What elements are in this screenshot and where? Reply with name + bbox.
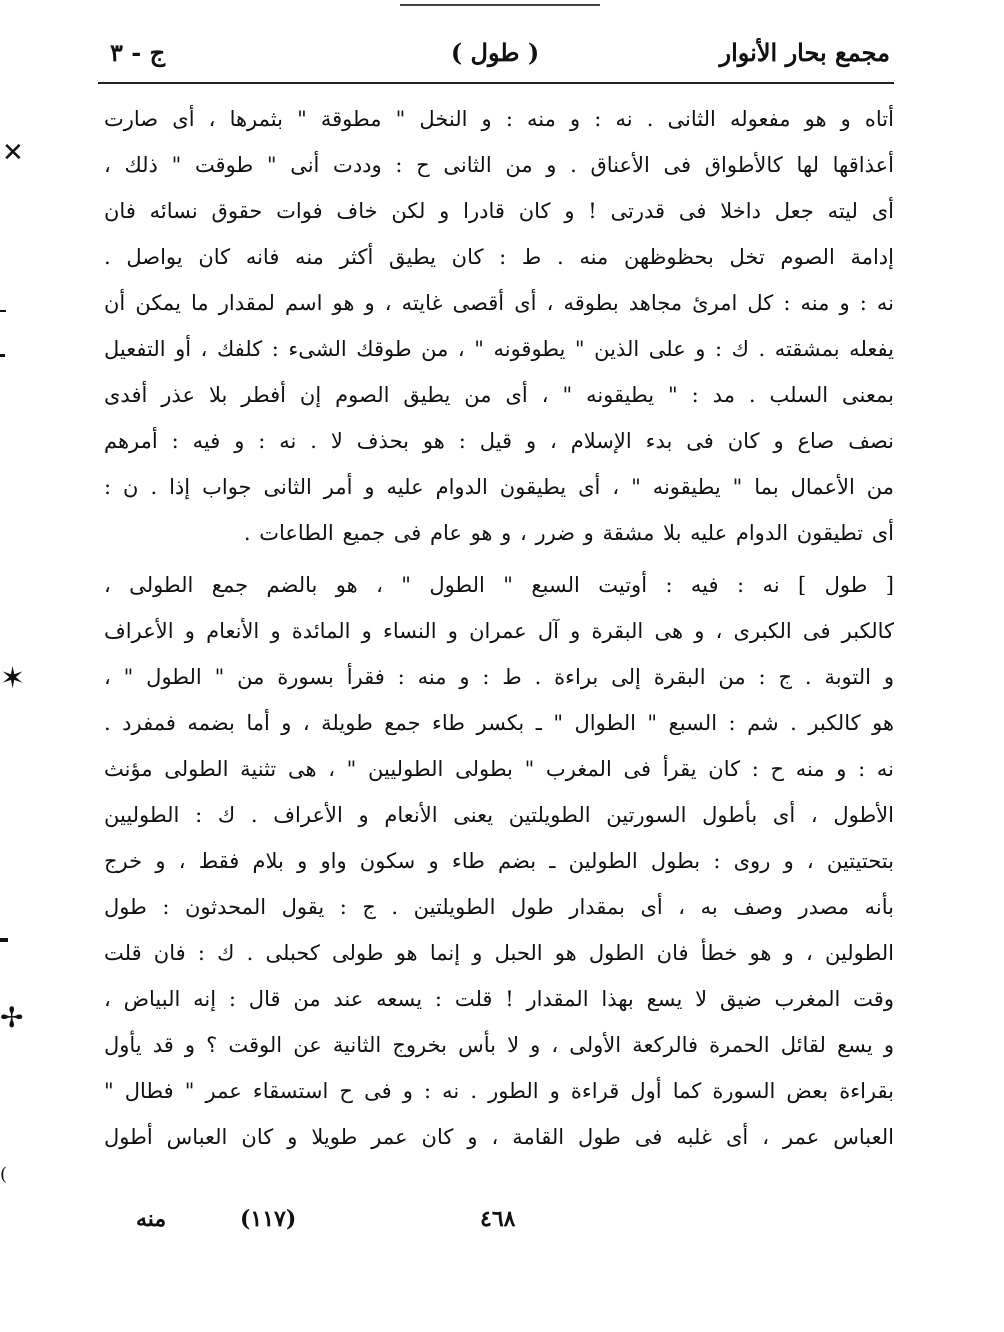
scan-artifact-top bbox=[400, 4, 600, 6]
text-line: بأنه مصدر وصف به ، أى بمقدار طول الطويلتين . ج : يقول المحدثون : طول bbox=[104, 895, 894, 919]
margin-tick-icon bbox=[0, 310, 6, 312]
text-line: يفعله بمشقته . ك : و على الذين " يطوقونه " ، من طوقك الشىء : كلفك ، أو التفعيل bbox=[104, 337, 894, 361]
text-line: أتاه و هو مفعوله الثانى . نه : و منه : و النخل " مطوقة " بثمرها ، أى صارت bbox=[104, 107, 894, 131]
text-line: بمعنى السلب . مد : " يطيقونه " ، أى من يطيق الصوم إن أفطر بلا عذر أفدى bbox=[104, 383, 894, 407]
book-title: مجمع بحار الأنوار bbox=[719, 38, 890, 67]
volume-number: ج - ٣ bbox=[110, 38, 166, 67]
text-line: نصف صاع و كان فى بدء الإسلام ، و قيل : هو بحذف لا . نه : و فيه : أمرهم bbox=[104, 429, 894, 453]
page-footer bbox=[100, 1206, 860, 1246]
text-line: كالكبر فى الكبرى ، و هى البقرة و آل عمران و النساء و المائدة و الأنعام و الأعراف bbox=[104, 619, 894, 643]
margin-tick-icon bbox=[0, 938, 8, 942]
margin-paren-icon: ( bbox=[0, 1164, 8, 1185]
margin-star-icon: ✢ bbox=[0, 1001, 24, 1034]
text-line: الأطول ، أى بأطول السورتين الطويلتين يعنى الأنعام و الأعراف . ك : الطوليين bbox=[104, 803, 894, 827]
signature-mark: (١١٧) bbox=[240, 1206, 297, 1232]
text-line: هو كالكبر . شم : السبع " الطوال " ـ بكسر طاء جمع طويلة ، و أما بضمه فمفرد . bbox=[104, 711, 894, 735]
running-header bbox=[100, 38, 890, 72]
text-line: بتحتيتين ، و روى : بطول الطولين ـ بضم طاء و سكون واو و بلام فقط ، و خرج bbox=[104, 849, 894, 873]
text-line: أى تطيقون الدوام عليه بلا مشقة و ضرر ، و هو عام فى جميع الطاعات . bbox=[243, 521, 894, 545]
text-line: أى ليته جعل داخلا فى قدرتى ! و كان قادرا و لكن خاف فوات حقوق نسائه فان bbox=[104, 199, 894, 223]
text-line: نه : و منه ح : كان يقرأ فى المغرب " بطولى الطوليين " ، هى تثنية الطولى مؤنث bbox=[104, 757, 894, 781]
text-line: إدامة الصوم تخل بحظوظهن منه . ط : كان يطيق أكثر منه فانه كان يواصل . bbox=[104, 245, 894, 269]
text-line: العباس عمر ، أى غلبه فى طول القامة ، و كان عمر طويلا و كان العباس أطول bbox=[104, 1125, 894, 1149]
root-word-heading: ( طول ) bbox=[450, 38, 540, 67]
text-line: نه : و منه : كل امرئ مجاهد بطوقه ، أى أقصى غايته ، و هو اسم لمقدار ما يمكن أن bbox=[104, 291, 894, 315]
text-line: و يسع لقائل الحمرة فالركعة الأولى ، و لا بأس بخروج الثانية عن الوقت ؟ و قد يأول bbox=[104, 1033, 894, 1057]
entry-heading-line: [ طول ] نه : فيه : أوتيت السبع " الطول " ، هو بالضم جمع الطولى ، bbox=[104, 573, 894, 597]
page-number: ٤٦٨ bbox=[480, 1206, 516, 1232]
text-line: الطولين ، و هو خطأ فان الطول هو الحبل و إنما هو طولى كحبلى . ك : فان قلت bbox=[104, 941, 894, 965]
text-line: بقراءة بعض السورة كما أول قراءة و الطور . نه : و فى ح استسقاء عمر " فطال " bbox=[104, 1079, 894, 1103]
text-line: وقت المغرب ضيق لا يسع بهذا المقدار ! قلت : يسعه عند من قال : إنه البياض ، bbox=[104, 987, 894, 1011]
margin-tick-icon bbox=[0, 354, 5, 357]
margin-blot-icon: ✶ bbox=[0, 661, 26, 696]
text-line: و التوبة . ج : من البقرة إلى براءة . ط : و منه : فقرأ بسورة من " الطول " ، bbox=[104, 665, 894, 689]
main-text-block bbox=[104, 96, 894, 1160]
catchword: منه bbox=[136, 1206, 167, 1232]
text-line: من الأعمال بما " يطيقونه " ، أى يطيقون الدوام عليه و أمر الثانى جواب إذا . ن : bbox=[104, 475, 894, 499]
margin-mark-icon: ✕ bbox=[2, 138, 24, 168]
text-line: أعذاقها لها كالأطواق فى الأعناق . و من الثانى ح : وددت أنى " طوقت " ذلك ، bbox=[104, 153, 894, 177]
header-rule bbox=[98, 82, 894, 84]
